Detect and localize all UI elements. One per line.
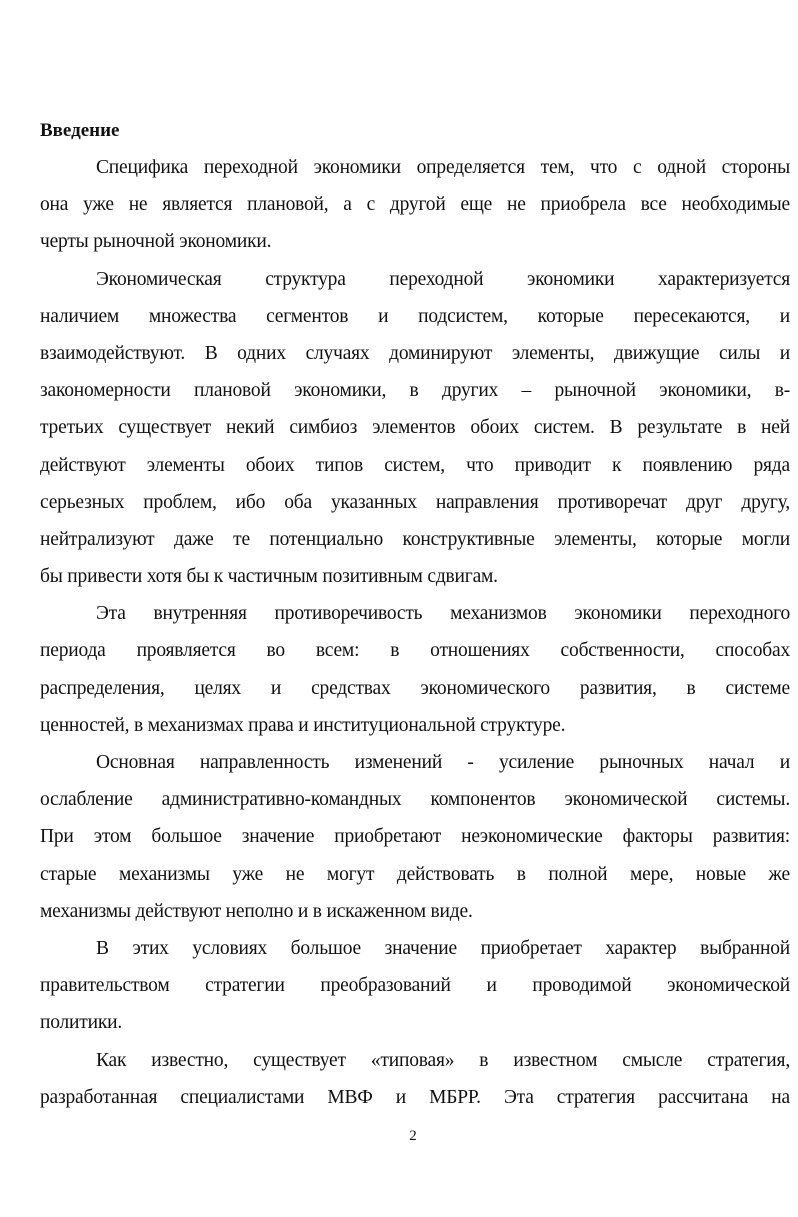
text-line: действуют элементы обоих типов систем, что приводит к появлению ряда xyxy=(40,454,790,476)
text-line: взаимодействуют. В одних случаях доминируют элементы, движущие силы и xyxy=(40,342,790,364)
text-line: Как известно, существует «типовая» в известном смысле стратегия, xyxy=(96,1049,790,1071)
text-line: разработанная специалистами МВФ и МБРР. Эта стратегия рассчитана на xyxy=(40,1086,790,1108)
text-line: Специфика переходной экономики определяется тем, что с одной стороны xyxy=(96,157,790,178)
text-line: ослабление административно-командных компонентов экономической системы. xyxy=(40,789,790,811)
paragraph xyxy=(40,595,790,744)
text-line: ценностей, в механизмах права и институциональной структуре. xyxy=(40,714,566,736)
text-line: серьезных проблем, ибо оба указанных направления противоречат друг другу, xyxy=(40,491,790,513)
text-line: третьих существует некий симбиоз элементов обоих систем. В результате в ней xyxy=(40,417,790,439)
document-page xyxy=(40,112,790,1116)
paragraph xyxy=(40,149,790,261)
paragraph xyxy=(40,1042,790,1116)
paragraph xyxy=(40,261,790,596)
text-line: Экономическая структура переходной экономики характеризуется xyxy=(96,268,790,290)
text-line: В этих условиях большое значение приобретает характер выбранной xyxy=(96,937,790,959)
text-line: старые механизмы уже не могут действовать в полной мере, новые же xyxy=(40,863,790,885)
text-line: механизмы действуют неполно и в искаженном виде. xyxy=(40,900,473,922)
text-line: правительством стратегии преобразований и проводимой экономической xyxy=(40,975,790,997)
text-line: При этом большое значение приобретают неэкономические факторы развития: xyxy=(40,826,790,848)
text-line: черты рыночной экономики. xyxy=(40,231,272,253)
text-line: Эта внутренняя противоречивость механизмов экономики переходного xyxy=(96,603,790,625)
text-line: нейтрализуют даже те потенциально конструктивные элементы, которые могли xyxy=(40,528,790,550)
paragraph xyxy=(40,744,790,930)
section-heading: Введение xyxy=(40,120,120,141)
text-line: наличием множества сегментов и подсистем, которые пересекаются, и xyxy=(40,305,790,327)
text-line: периода проявляется во всем: в отношениях собственности, способах xyxy=(40,640,790,662)
text-line: распределения, целях и средствах экономического развития, в системе xyxy=(40,677,790,699)
text-line: бы привести хотя бы к частичным позитивным сдвигам. xyxy=(40,566,498,588)
paragraph xyxy=(40,930,790,1042)
text-line: Основная направленность изменений - усиление рыночных начал и xyxy=(96,752,790,773)
body-text xyxy=(40,149,790,1116)
text-line: политики. xyxy=(40,1012,123,1034)
page-number: 2 xyxy=(409,1128,417,1144)
text-line: она уже не является плановой, а с другой еще не приобрела все необходимые xyxy=(40,194,790,216)
text-line: закономерности плановой экономики, в других – рыночной экономики, в- xyxy=(40,380,790,402)
